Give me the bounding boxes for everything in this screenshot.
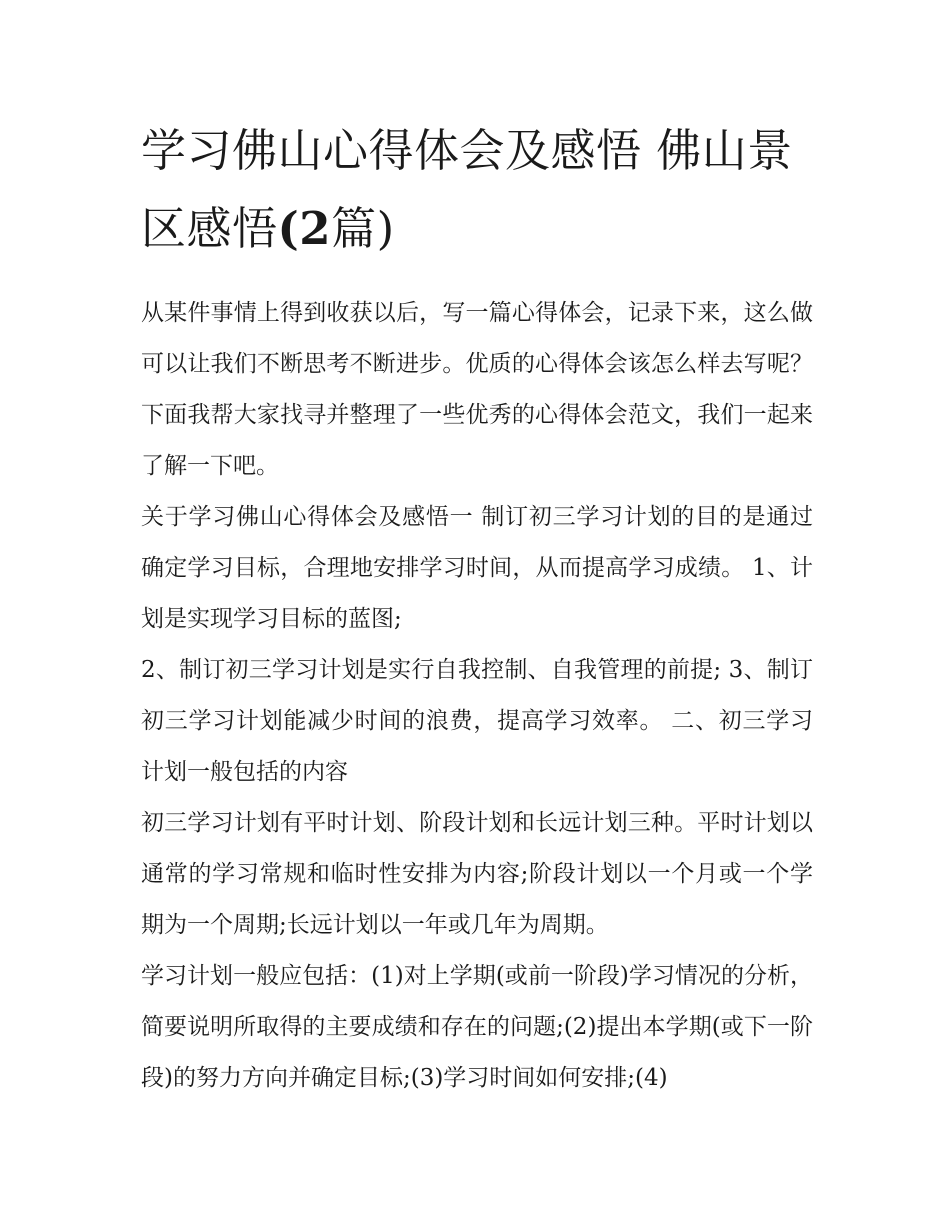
document-body bbox=[141, 288, 813, 1104]
title-count: (2 bbox=[277, 202, 332, 255]
paragraph-intro: 从某件事情上得到收获以后，写一篇心得体会，记录下来，这么做可以让我们不断思考不断进步。优质的心得体会该怎么样去写呢？下面我帮大家找寻并整理了一些优秀的心得体会范文，我们一起来了解一下吧。 bbox=[141, 300, 813, 479]
paragraph-purpose: 关于学习佛山心得体会及感悟一 制订初三学习计划的目的是通过确定学习目标，合理地安排学习时间，从而提高学习成绩。 1、计划是实现学习目标的蓝图; bbox=[141, 504, 813, 632]
document-page bbox=[141, 112, 813, 1104]
paragraph-plan-contents: 学习计划一般应包括：(1)对上学期(或前一阶段)学习情况的分析，简要说明所取得的主要成绩和存在的问题;(2)提出本学期(或下一阶段)的努力方向并确定目标;(3)学习时间如何安排;(4) bbox=[141, 963, 813, 1091]
paragraph-premise: 2、制订初三学习计划是实行自我控制、自我管理的前提; 3、制订初三学习计划能减少时间的浪费，提高学习效率。 二、初三学习计划一般包括的内容 bbox=[141, 657, 813, 785]
document-title bbox=[141, 112, 813, 268]
paragraph-plan-types: 初三学习计划有平时计划、阶段计划和长远计划三种。平时计划以通常的学习常规和临时性安排为内容;阶段计划以一个月或一个学期为一个周期;长远计划以一年或几年为周期。 bbox=[141, 810, 813, 938]
title-text: 学习佛山心得体会及感悟 佛山景区感悟 bbox=[141, 124, 793, 255]
title-suffix: 篇) bbox=[331, 202, 395, 255]
